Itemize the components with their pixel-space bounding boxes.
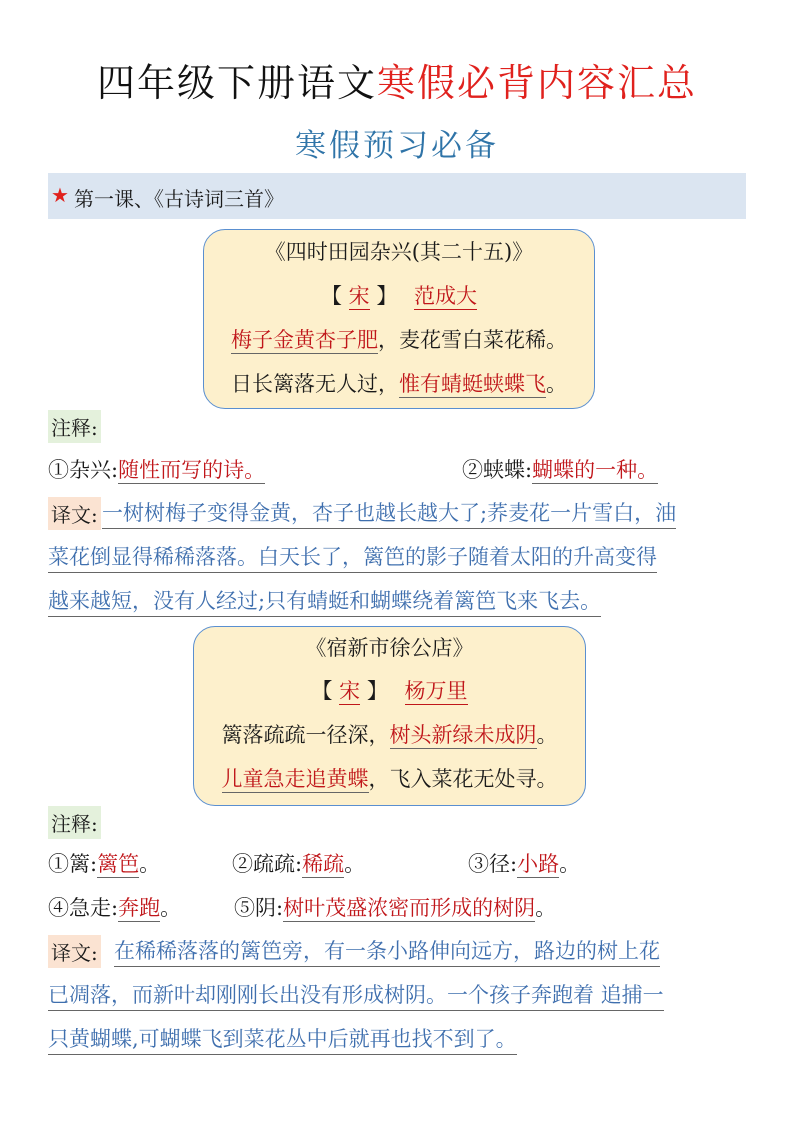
poem-2-line-2 bbox=[194, 763, 585, 793]
note-2-2-term: ②疏疏: bbox=[232, 852, 303, 876]
poem-2-line-1-end: 。 bbox=[536, 723, 558, 747]
bracket-close: 】 bbox=[376, 284, 398, 308]
note-2-2 bbox=[232, 848, 365, 878]
note-2-1-period: 。 bbox=[139, 852, 161, 876]
poem-1-line-1-rest: ，麦花雪白菜花稀。 bbox=[378, 328, 567, 352]
poem-1-line-2-end: 。 bbox=[546, 372, 567, 396]
poem-1-title: 《四时田园杂兴(其二十五)》 bbox=[264, 240, 534, 264]
star-icon: ★ bbox=[51, 183, 69, 207]
note-2-1-term: ①篱: bbox=[48, 852, 98, 876]
lesson-heading bbox=[48, 173, 746, 219]
note-2-1 bbox=[48, 848, 160, 878]
note-1-2-def: 蝴蝶的一种。 bbox=[532, 458, 659, 482]
note-1-1-term: ①杂兴: bbox=[48, 458, 119, 482]
note-2-4 bbox=[48, 892, 181, 922]
note-2-2-def: 稀疏 bbox=[302, 852, 345, 876]
note-1-2 bbox=[462, 454, 658, 484]
poem-1-line-2-highlight: 惟有蜻蜓蛱蝶飞 bbox=[399, 372, 546, 396]
translation-2-label: 译文: bbox=[48, 935, 101, 968]
notes-2-label: 注释: bbox=[48, 806, 101, 839]
note-2-4-period: 。 bbox=[160, 896, 182, 920]
note-2-4-def: 奔跑 bbox=[118, 896, 161, 920]
note-2-5-period: 。 bbox=[535, 896, 557, 920]
poem-2-author: 杨万里 bbox=[404, 679, 468, 703]
note-2-3-period: 。 bbox=[559, 852, 581, 876]
poem-2-line-2-highlight: 儿童急走追黄蝶 bbox=[221, 767, 369, 791]
poem-2-line-1-start: 篱落疏疏一径深， bbox=[221, 723, 390, 747]
page-subtitle: 寒假预习必备 bbox=[295, 128, 499, 164]
poem-1-line-1 bbox=[204, 324, 594, 354]
poem-2-line-1-highlight: 树头新绿未成阴 bbox=[389, 723, 537, 747]
note-1-1-def: 随性而写的诗。 bbox=[118, 458, 266, 482]
translation-1-line-1: 一树树梅子变得金黄，杏子也越长越大了;荞麦花一片雪白，油 bbox=[102, 497, 676, 529]
translation-2-line-2: 已凋落，而新叶却刚刚长出没有形成树阴。一个孩子奔跑着 追捕一 bbox=[48, 979, 664, 1011]
note-2-2-period: 。 bbox=[344, 852, 366, 876]
poem-1-line-1-highlight: 梅子金黄杏子肥 bbox=[231, 328, 378, 352]
poem-1-author: 范成大 bbox=[414, 284, 478, 308]
poem-2-title: 《宿新市徐公店》 bbox=[305, 636, 474, 660]
poem-2-author-line bbox=[194, 675, 585, 705]
note-1-1 bbox=[48, 454, 265, 484]
translation-2-line-1: 在稀稀落落的篱笆旁，有一条小路伸向远方，路边的树上花 bbox=[114, 935, 660, 967]
translation-1-line-2: 菜花倒显得稀稀落落。白天长了，篱笆的影子随着太阳的升高变得 bbox=[48, 541, 657, 573]
note-2-3 bbox=[468, 848, 580, 878]
note-2-3-def: 小路 bbox=[517, 852, 560, 876]
poem-1-line-2 bbox=[204, 368, 594, 398]
note-2-4-term: ④急走: bbox=[48, 896, 119, 920]
poem-1-line-2-start: 日长篱落无人过， bbox=[231, 372, 399, 396]
poem-box-1 bbox=[203, 229, 595, 409]
poem-box-2 bbox=[193, 626, 586, 806]
translation-1-label: 译文: bbox=[48, 497, 101, 530]
note-1-2-term: ②蛱蝶: bbox=[462, 458, 533, 482]
page-title-part2: 寒假必背内容汇总 bbox=[377, 61, 698, 105]
poem-1-dynasty: 宋 bbox=[348, 284, 370, 308]
page-title-part1: 四年级下册语文 bbox=[96, 61, 377, 105]
note-2-5-term: ⑤阴: bbox=[234, 896, 284, 920]
poem-1-author-line bbox=[204, 280, 594, 310]
bracket-open: 【 bbox=[311, 679, 333, 703]
notes-1-label: 注释: bbox=[48, 410, 101, 443]
lesson-title: 第一课、《古诗词三首》 bbox=[74, 187, 284, 211]
bracket-close: 】 bbox=[366, 679, 388, 703]
note-2-1-def: 篱笆 bbox=[97, 852, 140, 876]
note-2-5-def: 树叶茂盛浓密而形成的树阴 bbox=[283, 896, 536, 920]
poem-2-line-2-rest: ，飞入菜花无处寻。 bbox=[368, 767, 558, 791]
note-2-5 bbox=[234, 892, 556, 922]
poem-2-line-1 bbox=[194, 719, 585, 749]
translation-1-line-3: 越来越短，没有人经过;只有蜻蜓和蝴蝶绕着篱笆飞来飞去。 bbox=[48, 585, 601, 617]
translation-2-line-3: 只黄蝴蝶,可蝴蝶飞到菜花丛中后就再也找不到了。 bbox=[48, 1023, 517, 1055]
poem-2-dynasty: 宋 bbox=[339, 679, 361, 703]
bracket-open: 【 bbox=[320, 284, 342, 308]
note-2-3-term: ③径: bbox=[468, 852, 518, 876]
page-title bbox=[0, 52, 794, 107]
